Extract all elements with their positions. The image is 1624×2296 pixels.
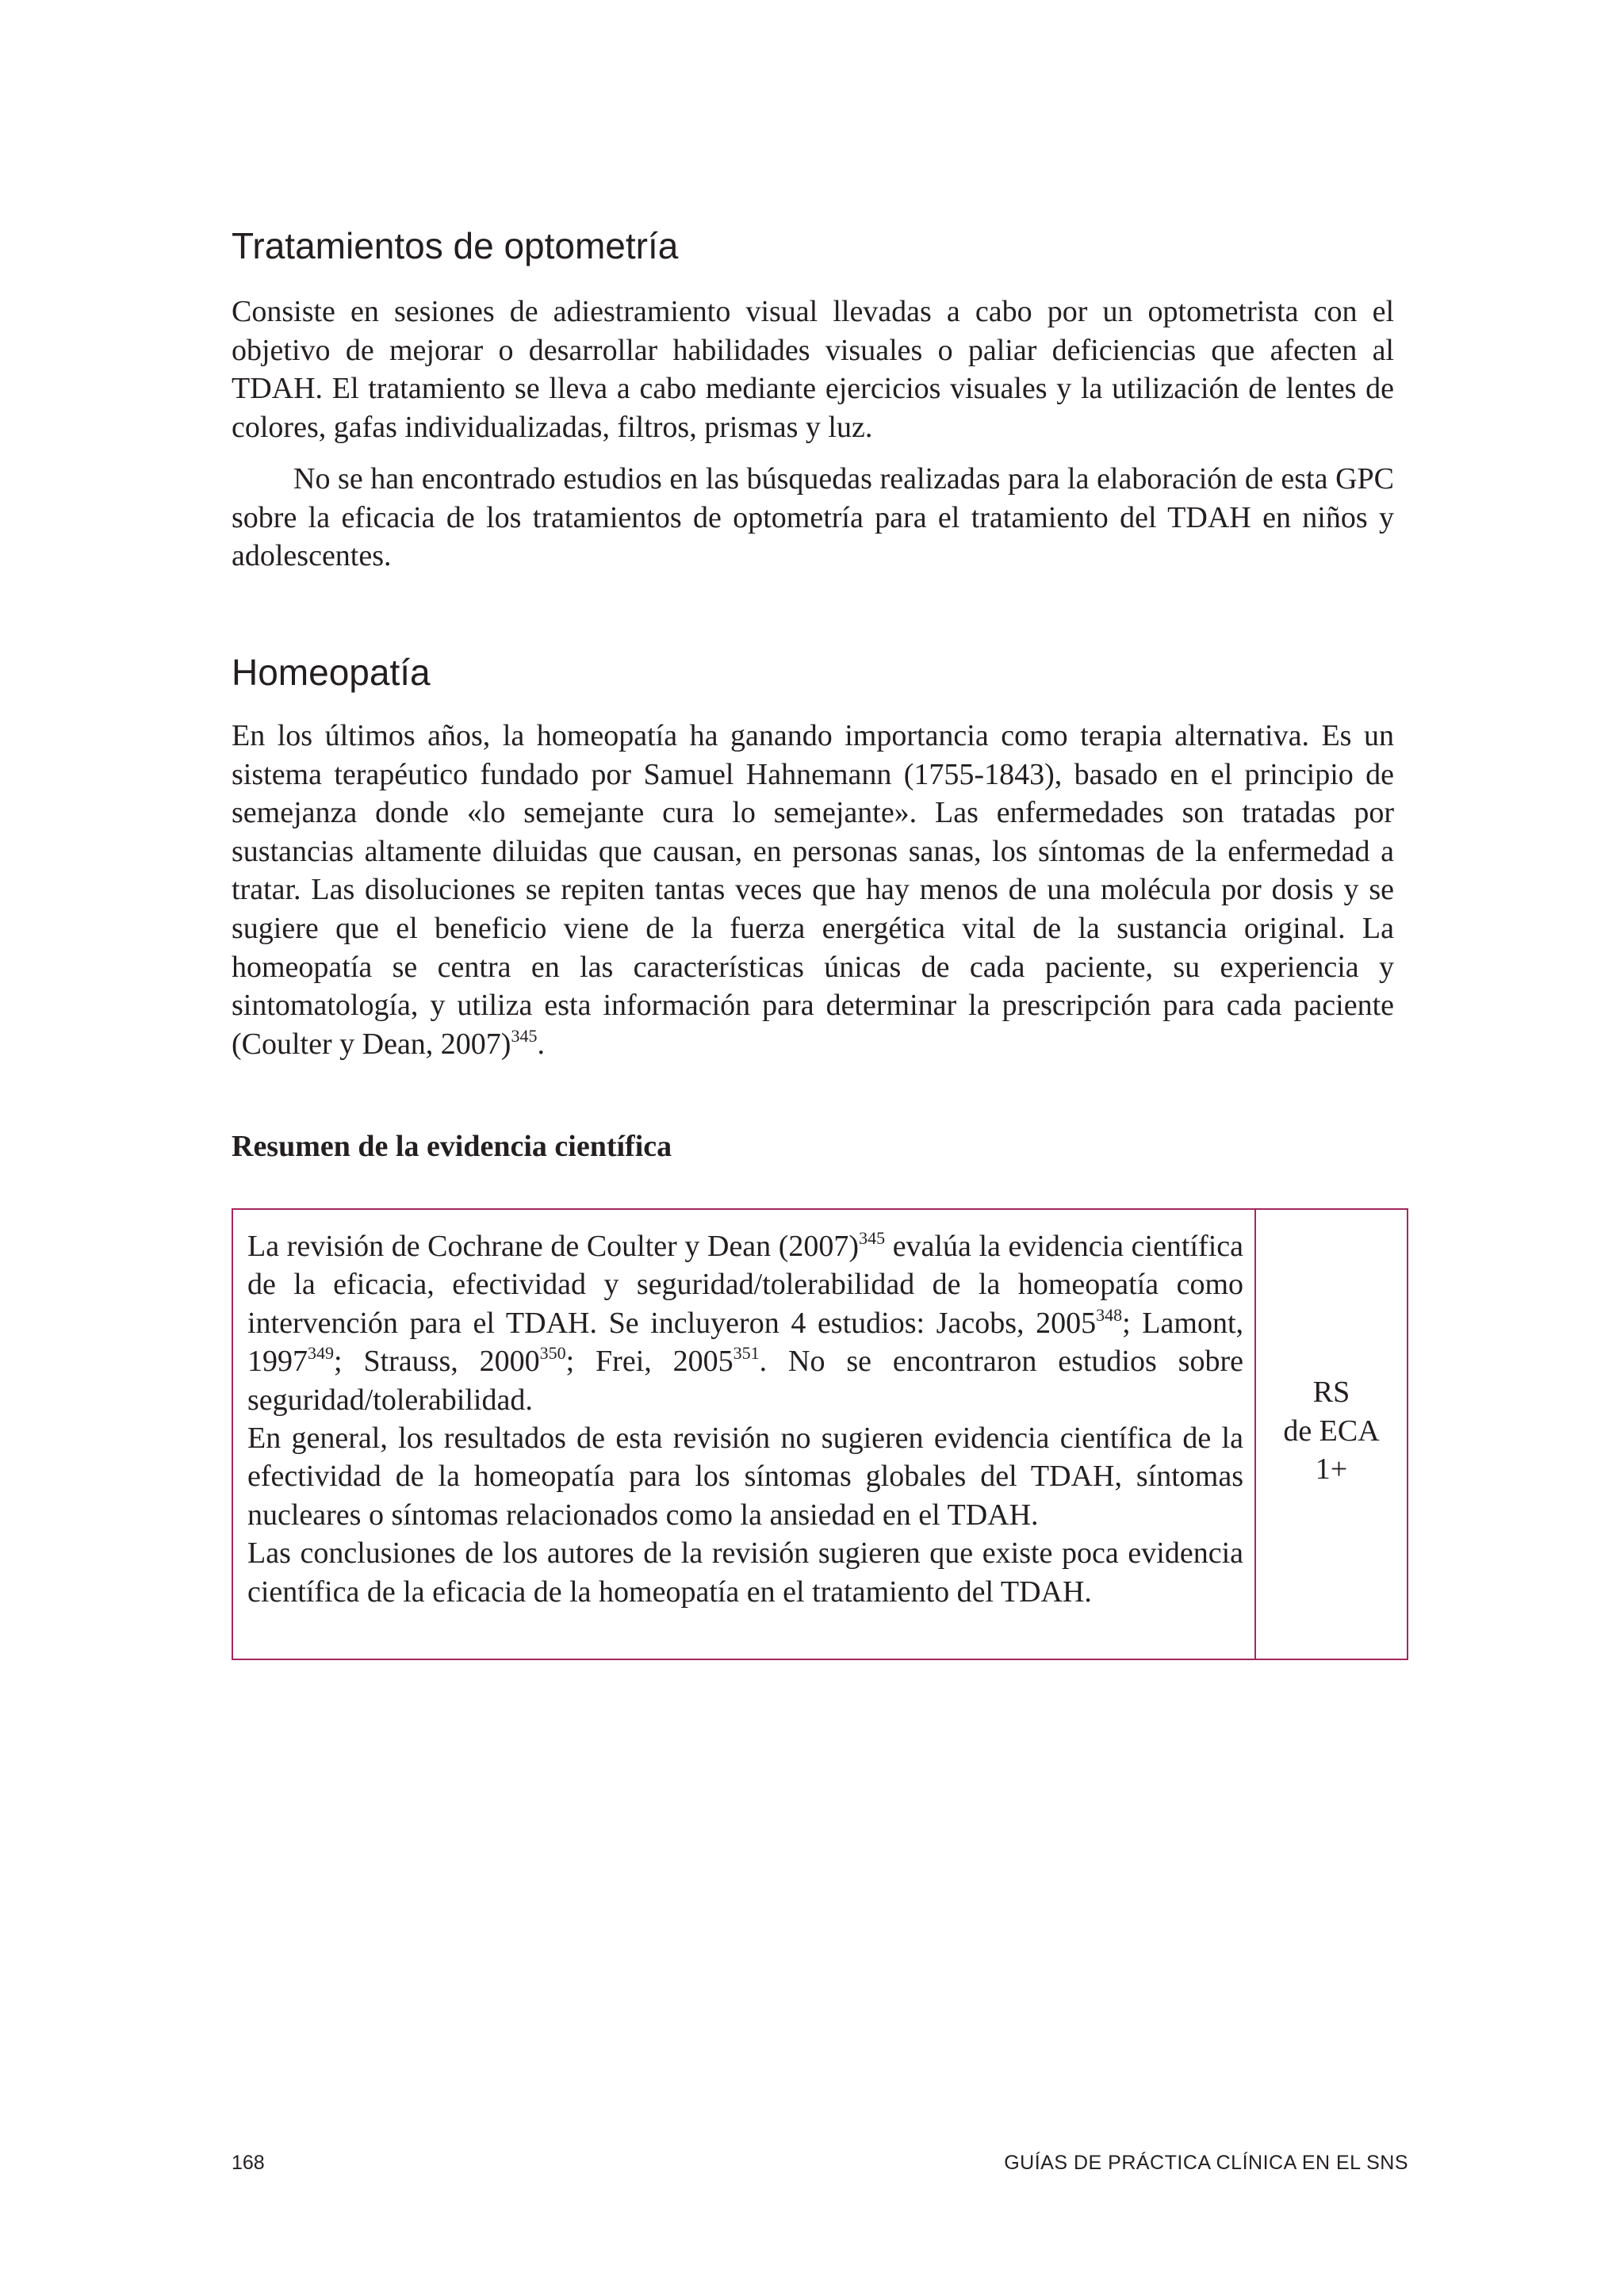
evidence-level-cell bbox=[1256, 1210, 1407, 1659]
evidence-paragraph-3: Las conclusiones de los autores de la revisión sugieren que existe poca evidencia científica de la eficacia de la homeopatía en el tratamiento del TDAH. bbox=[247, 1536, 1243, 1609]
evidence-level-line: RS bbox=[1312, 1376, 1350, 1410]
evidence-text-segment: ; Frei, 2005 bbox=[565, 1345, 733, 1379]
evidence-paragraph-1 bbox=[247, 1227, 1243, 1419]
evidence-level-line: 1+ bbox=[1315, 1452, 1348, 1487]
evidence-text-segment: La revisión de Cochrane de Coulter y Dean (2007) bbox=[247, 1230, 860, 1263]
evidence-paragraph-2: En general, los resultados de esta revisión no sugieren evidencia científica de la efectividad de la homeopatía para los síntomas globales del TDAH, síntomas nucleares o síntomas relacionados como la ansiedad en el TDAH. bbox=[247, 1422, 1243, 1532]
evidence-text-cell bbox=[233, 1210, 1256, 1659]
footer-collection-title: GUÍAS DE PRÁCTICA CLÍNICA EN EL SNS bbox=[1004, 2152, 1408, 2174]
optometry-paragraph-1: Consiste en sesiones de adiestramiento visual llevadas a cabo por un optometrista con el objetivo de mejorar o desarrollar habilidades visuales o paliar deficiencias que afecten al TDAH. El tratamiento se lleva a cabo mediante ejercicios visuales y la utilización de lentes de colores, gafas individualizadas, filtros, prismas y luz. bbox=[232, 295, 1394, 444]
optometry-paragraph-2: No se han encontrado estudios en las búsquedas realizadas para la elaboración de esta GPC sobre la eficacia de los tratamientos de optometría para el tratamiento del TDAH en niños y adolescentes. bbox=[232, 462, 1394, 573]
page-number: 168 bbox=[232, 2152, 265, 2174]
section-title-optometry: Tratamientos de optometría bbox=[232, 225, 679, 266]
section-title-homeopathy: Homeopatía bbox=[232, 652, 431, 693]
homeopathy-paragraph bbox=[232, 717, 1394, 1063]
reference-superscript: 345 bbox=[859, 1228, 886, 1248]
evidence-summary-box bbox=[232, 1208, 1408, 1660]
evidence-text-segment: evalúa la evidencia científica de la eficacia, efectividad y seguridad/tolerabilidad de la homeopatía como intervención para el TDAH. Se incluyeron 4 estudios: Jacobs, 2005 bbox=[247, 1230, 1243, 1340]
reference-superscript: 350 bbox=[539, 1343, 566, 1364]
reference-superscript: 345 bbox=[511, 1025, 538, 1046]
evidence-text-segment: ; Lamont, 1997 bbox=[247, 1306, 1243, 1379]
reference-superscript: 348 bbox=[1096, 1304, 1123, 1325]
evidence-level-line: de ECA bbox=[1283, 1414, 1380, 1448]
evidence-text-segment: ; Strauss, 2000 bbox=[334, 1345, 540, 1379]
paragraph-end: . bbox=[537, 1027, 545, 1061]
evidence-summary-title: Resumen de la evidencia científica bbox=[232, 1130, 672, 1163]
evidence-text-segment: . No se encontraron estudios sobre seguridad/tolerabilidad. bbox=[247, 1345, 1243, 1417]
reference-superscript: 351 bbox=[733, 1343, 760, 1364]
homeopathy-paragraph-text: En los últimos años, la homeopatía ha ganando importancia como terapia alternativa. Es un sistema terapéutico fundado por Samuel Hahnemann (1755-1843), basado en el principio de semejanza donde «lo semejante cura lo semejante». Las enfermedades son tratadas por sustancias altamente diluidas que causan, en personas sanas, los síntomas de la enfermedad a tratar. Las disoluciones se repiten tantas veces que hay menos de una molécula por dosis y se sugiere que el beneficio viene de la fuerza energética vital de la sustancia original. La homeopatía se centra en las características únicas de cada paciente, su experiencia y sintomatología, y utiliza esta información para determinar la prescripción para cada paciente (Coulter y Dean, 2007) bbox=[232, 719, 1394, 1061]
reference-superscript: 349 bbox=[308, 1343, 334, 1364]
